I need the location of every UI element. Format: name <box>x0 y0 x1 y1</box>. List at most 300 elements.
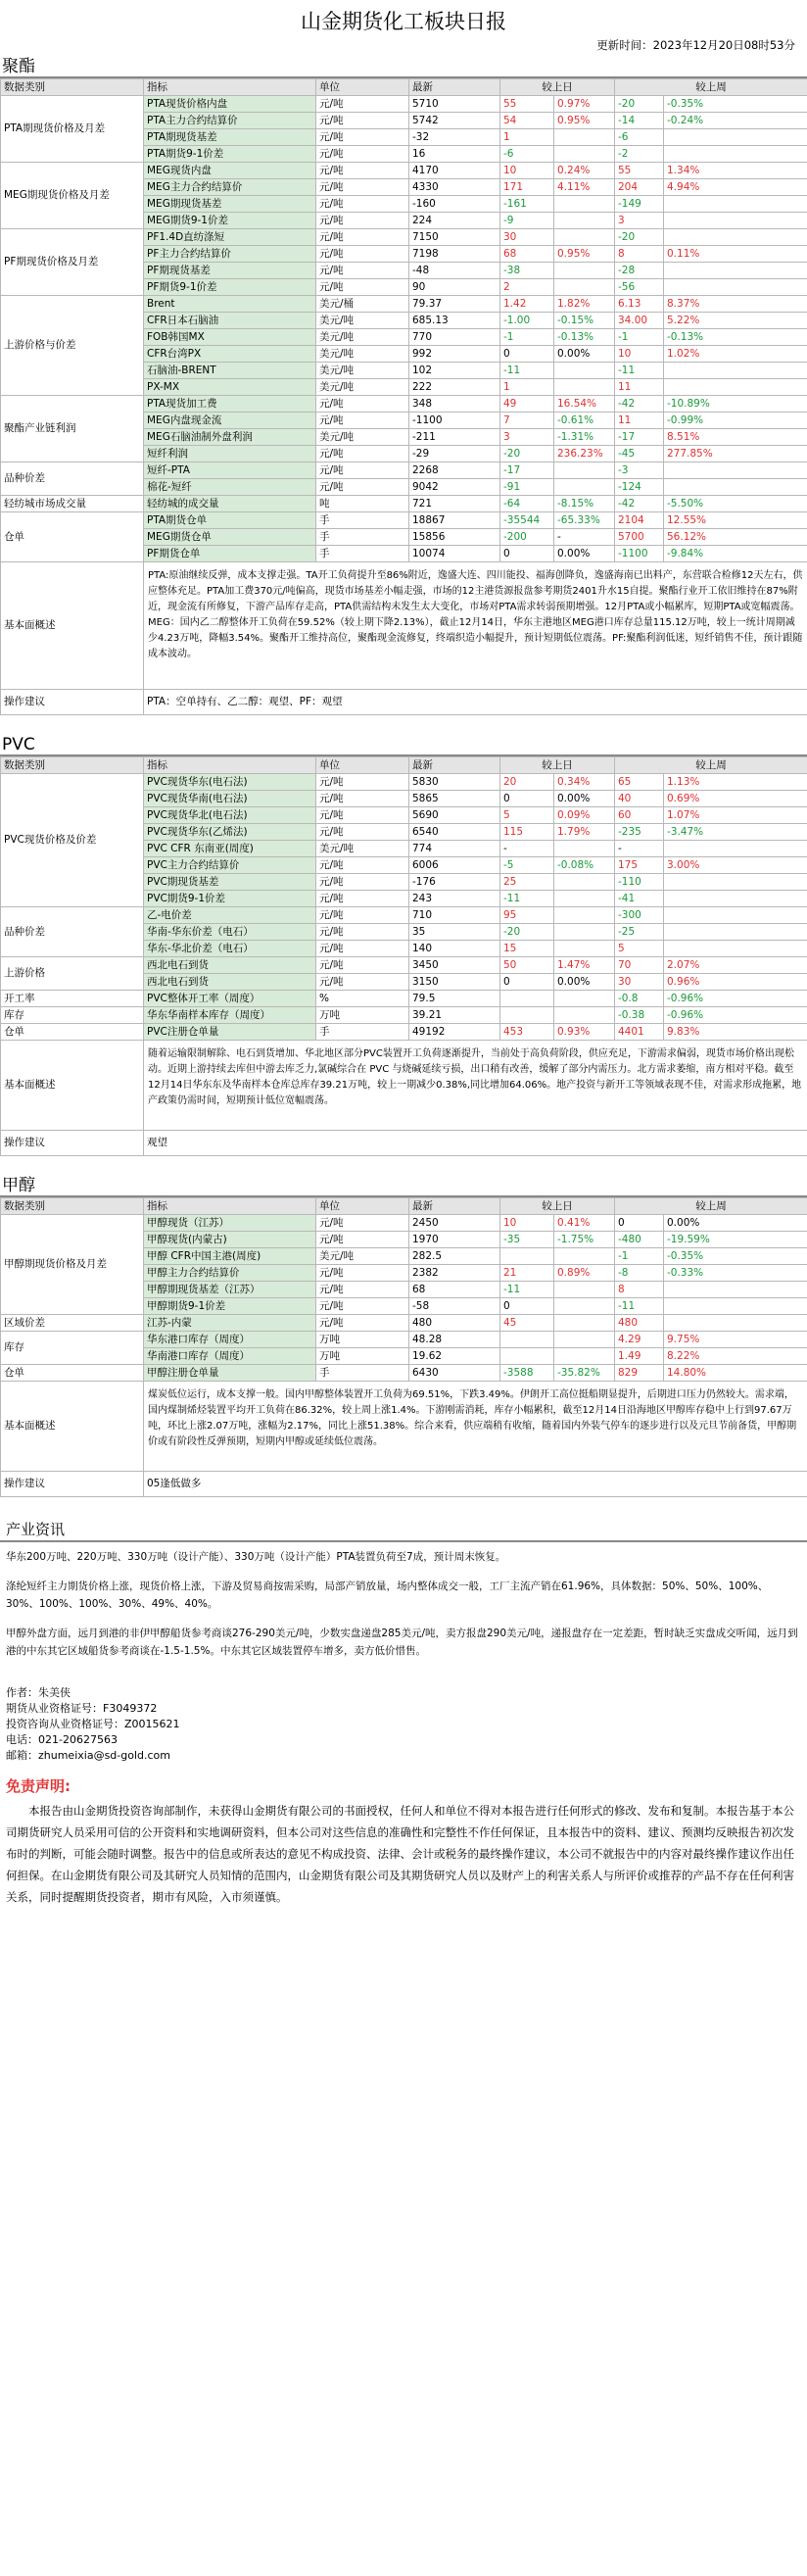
latest-value: 19.62 <box>409 1348 500 1365</box>
indicator-name: PF期货仓单 <box>144 546 316 562</box>
section-title: 聚酯 <box>0 55 807 78</box>
week-change-pct: 56.12% <box>664 529 807 546</box>
day-change-pct: 0.00% <box>554 791 615 807</box>
week-change: 5 <box>615 941 664 957</box>
day-change: -35 <box>500 1232 554 1248</box>
day-change-pct: 236.23% <box>554 446 615 462</box>
indicator-name: Brent <box>144 296 316 313</box>
sections-container <box>0 55 807 1515</box>
unit-cell: 万吨 <box>316 1348 409 1365</box>
header-vs-prev-day: 较上日 <box>500 757 615 774</box>
day-change: 7 <box>500 413 554 429</box>
day-change-pct: 0.97% <box>554 96 615 113</box>
indicator-name: 乙-电价差 <box>144 907 316 924</box>
header-unit: 单位 <box>316 757 409 774</box>
day-change: -91 <box>500 479 554 496</box>
week-change: -0.38 <box>615 1007 664 1024</box>
author-cert-advisory: 投资咨询从业资格证号：Z0015621 <box>6 1718 180 1730</box>
industry-info-title: 产业资讯 <box>0 1515 807 1542</box>
day-change-pct <box>554 363 615 379</box>
day-change: -38 <box>500 263 554 279</box>
unit-cell: 元/吨 <box>316 1315 409 1332</box>
unit-cell: 元/吨 <box>316 874 409 891</box>
week-change-pct: -10.89% <box>664 396 807 413</box>
day-change-pct <box>554 1332 615 1348</box>
latest-value: 79.37 <box>409 296 500 313</box>
table-row <box>1 296 807 313</box>
latest-value: 6006 <box>409 857 500 874</box>
latest-value: 2382 <box>409 1265 500 1282</box>
author-cert-futures: 期货从业资格证号：F3049372 <box>6 1702 158 1715</box>
unit-cell: 元/吨 <box>316 413 409 429</box>
latest-value: -58 <box>409 1298 500 1315</box>
day-change: 0 <box>500 1298 554 1315</box>
week-change-pct: 1.34% <box>664 163 807 179</box>
indicator-name: PVC CFR 东南亚(周度) <box>144 841 316 857</box>
unit-cell: 元/吨 <box>316 824 409 841</box>
day-change: 1 <box>500 379 554 396</box>
unit-cell: 元/吨 <box>316 791 409 807</box>
week-change-pct: 0.69% <box>664 791 807 807</box>
week-change-pct <box>664 907 807 924</box>
day-change <box>500 1248 554 1265</box>
week-change-pct: 8.22% <box>664 1348 807 1365</box>
week-change: 11 <box>615 379 664 396</box>
unit-cell: 元/吨 <box>316 462 409 479</box>
table-header-row <box>1 79 807 96</box>
table-row <box>1 774 807 791</box>
indicator-name: 甲醇现货（江苏） <box>144 1215 316 1232</box>
latest-value: 49192 <box>409 1024 500 1041</box>
week-change: 8 <box>615 1282 664 1298</box>
author-block <box>0 1672 807 1764</box>
row-category: 仓单 <box>1 1024 144 1041</box>
day-change <box>500 1007 554 1024</box>
latest-value: 140 <box>409 941 500 957</box>
unit-cell: 吨 <box>316 496 409 512</box>
day-change: 10 <box>500 1215 554 1232</box>
week-change: 480 <box>615 1315 664 1332</box>
day-change-pct <box>554 924 615 941</box>
header-unit: 单位 <box>316 1198 409 1215</box>
week-change: 70 <box>615 957 664 974</box>
day-change: 55 <box>500 96 554 113</box>
indicator-name: PVC主力合约结算价 <box>144 857 316 874</box>
industry-info-paragraph: 甲醇外盘方面，远月到港的非伊甲醇船货参考商谈276-290美元/吨，少数实盘递盘285美元/吨，卖方报盘290美元/吨，递报盘存在一定差距，暂时缺乏实盘成交听闻，远月到港的中东其它区域船货参考商谈在-1.5-1.5%。中东其它区域装置停车增多，卖方低价惜售。 <box>6 1628 798 1657</box>
week-change-pct <box>664 891 807 907</box>
row-category: 品种价差 <box>1 462 144 496</box>
latest-value: -211 <box>409 429 500 446</box>
header-category: 数据类别 <box>1 1198 144 1215</box>
day-change-pct <box>554 991 615 1007</box>
industry-info-paragraph: 华东200万吨、220万吨、330万吨（设计产能）、330万吨（设计产能）PTA装置负荷至7成，预计周末恢复。 <box>6 1551 506 1563</box>
summary-text: 随着运输限制解除、电石到货增加、华北地区部分PVC装置开工负荷逐渐提升，当前处于高负荷阶段，供应充足，下游需求偏弱，现货市场价格出现松动。近期上游持续去库但中游去库乏力,氯碱综合在 PVC 与烧碱延续亏损，出口稍有改善，缓解了部分内需压力。北方需求萎缩，南方相对平稳。截至12月14日华东东及华南样本仓库总库存39.21万吨，较上一期减少0.38%,同比增加64.06%。地产投资与新开工等领域表现不佳，对需求形成拖累，地产政策仍需时间，短期预计低位宽幅震荡。 <box>144 1041 807 1131</box>
week-change: -17 <box>615 429 664 446</box>
week-change-pct <box>664 263 807 279</box>
unit-cell: 元/吨 <box>316 941 409 957</box>
latest-value: 222 <box>409 379 500 396</box>
latest-value: 9042 <box>409 479 500 496</box>
indicator-name: MEG期货仓单 <box>144 529 316 546</box>
row-category: 库存 <box>1 1007 144 1024</box>
indicator-name: PTA期现货基差 <box>144 129 316 146</box>
table-row <box>1 1024 807 1041</box>
day-change-pct <box>554 841 615 857</box>
unit-cell: 元/吨 <box>316 129 409 146</box>
indicator-name: CFR日本石脑油 <box>144 313 316 329</box>
summary-row <box>1 562 807 690</box>
week-change-pct: 0.96% <box>664 974 807 991</box>
week-change: 1.49 <box>615 1348 664 1365</box>
indicator-name: 华东华南样本库存（周度） <box>144 1007 316 1024</box>
week-change: 175 <box>615 857 664 874</box>
week-change-pct: 5.22% <box>664 313 807 329</box>
latest-value: 35 <box>409 924 500 941</box>
indicator-name: 石脑油-BRENT <box>144 363 316 379</box>
week-change: - <box>615 841 664 857</box>
summary-text: PTA:原油继续反弹，成本支撑走强。TA开工负荷提升至86%附近，逸盛大连、四川能投、福海创降负，逸盛海南已出料产，东营联合检修12天左右，供应整体充足。PTA加工费370元/吨偏高，现货市场基差小幅走强，市场的12主港货源报盘参考期货2401升水15自提。聚酯行业开工依旧维持在87%附近，现金流有所修复，下游产品库存走高，PTA供需结构未发生太大变化，市场对PTA需求转弱预期增强。12月PTA或小幅累库，短期PTA或宽幅震荡。MEG：国内乙二醇整体开工负荷在59.52%（较上期下降2.13%），截止12月14日，华东主港地区MEG港口库存总量115.12万吨，较上一统计周期减少4.23万吨，降幅3.54%。聚酯开工维持高位，聚酯现金流修复，终端织造小幅提升，预计短期低位震荡。PF:聚酯利润低迷，短纤销售不佳，预计跟随成本波动。 <box>144 562 807 690</box>
indicator-name: MEG主力合约结算价 <box>144 179 316 196</box>
latest-value: 18867 <box>409 512 500 529</box>
data-table <box>0 78 807 715</box>
day-change-pct: -0.61% <box>554 413 615 429</box>
day-change-pct: 0.93% <box>554 1024 615 1041</box>
week-change: 4.29 <box>615 1332 664 1348</box>
day-change: -35544 <box>500 512 554 529</box>
day-change-pct: 0.89% <box>554 1265 615 1282</box>
unit-cell: % <box>316 991 409 1007</box>
data-table <box>0 1197 807 1497</box>
week-change-pct <box>664 1298 807 1315</box>
row-category: MEG期现货价格及月差 <box>1 163 144 229</box>
day-change-pct: 1.82% <box>554 296 615 313</box>
row-category: 库存 <box>1 1332 144 1365</box>
day-change-pct: 0.00% <box>554 974 615 991</box>
day-change-pct: 1.79% <box>554 824 615 841</box>
week-change-pct: -9.84% <box>664 546 807 562</box>
table-row <box>1 163 807 179</box>
author-email: 邮箱：zhumeixia@sd-gold.com <box>6 1749 170 1762</box>
unit-cell: 元/吨 <box>316 113 409 129</box>
week-change: -56 <box>615 279 664 296</box>
indicator-name: 甲醇期现货基差（江苏） <box>144 1282 316 1298</box>
header-category: 数据类别 <box>1 79 144 96</box>
week-change: -41 <box>615 891 664 907</box>
latest-value: 4330 <box>409 179 500 196</box>
week-change: 4401 <box>615 1024 664 1041</box>
latest-value: 770 <box>409 329 500 346</box>
day-change-pct <box>554 146 615 163</box>
row-category: 上游价格与价差 <box>1 296 144 396</box>
week-change: -1 <box>615 329 664 346</box>
row-category: 聚酯产业链利润 <box>1 396 144 462</box>
header-latest: 最新 <box>409 1198 500 1215</box>
day-change <box>500 1348 554 1365</box>
latest-value: -1100 <box>409 413 500 429</box>
week-change: -1100 <box>615 546 664 562</box>
week-change: -149 <box>615 196 664 213</box>
advice-text: 观望 <box>144 1131 807 1156</box>
day-change: -20 <box>500 924 554 941</box>
unit-cell: 元/吨 <box>316 924 409 941</box>
latest-value: 102 <box>409 363 500 379</box>
indicator-name: PVC现货华南(电石法) <box>144 791 316 807</box>
row-category: PF期现货价格及月差 <box>1 229 144 296</box>
unit-cell: 美元/吨 <box>316 379 409 396</box>
latest-value: -29 <box>409 446 500 462</box>
week-change: 829 <box>615 1365 664 1382</box>
week-change: -11 <box>615 1298 664 1315</box>
unit-cell: 元/吨 <box>316 246 409 263</box>
week-change-pct <box>664 146 807 163</box>
row-category: PTA期现货价格及月差 <box>1 96 144 163</box>
day-change: 25 <box>500 874 554 891</box>
week-change-pct <box>664 279 807 296</box>
week-change: 0 <box>615 1215 664 1232</box>
week-change-pct: -0.24% <box>664 113 807 129</box>
week-change-pct <box>664 841 807 857</box>
latest-value: 39.21 <box>409 1007 500 1024</box>
indicator-name: MEG期货9-1价差 <box>144 213 316 229</box>
week-change: 11 <box>615 413 664 429</box>
unit-cell: 手 <box>316 529 409 546</box>
week-change: 5700 <box>615 529 664 546</box>
week-change-pct: -19.59% <box>664 1232 807 1248</box>
week-change: 30 <box>615 974 664 991</box>
section-title: 甲醇 <box>0 1174 807 1197</box>
indicator-name: 甲醇现货(内蒙古) <box>144 1232 316 1248</box>
indicator-name: MEG现货内盘 <box>144 163 316 179</box>
row-category: 仓单 <box>1 1365 144 1382</box>
indicator-name: PX-MX <box>144 379 316 396</box>
week-change-pct: 9.75% <box>664 1332 807 1348</box>
unit-cell: 万吨 <box>316 1332 409 1348</box>
day-change: 1.42 <box>500 296 554 313</box>
header-indicator: 指标 <box>144 79 316 96</box>
day-change-pct <box>554 462 615 479</box>
latest-value: 5865 <box>409 791 500 807</box>
indicator-name: 华东-华北价差（电石） <box>144 941 316 957</box>
day-change: 2 <box>500 279 554 296</box>
latest-value: 79.5 <box>409 991 500 1007</box>
industry-info-paragraph: 涤纶短纤主力期货价格上涨，现货价格上涨，下游及贸易商按需采购，局部产销放量，场内整体成交一般，工厂主流产销在61.96%，具体数据：50%、50%、100%、30%、100%、100%、30%、49%、40%。 <box>6 1580 769 1610</box>
unit-cell: 美元/吨 <box>316 429 409 446</box>
latest-value: 348 <box>409 396 500 413</box>
week-change: -25 <box>615 924 664 941</box>
day-change-pct: 4.11% <box>554 179 615 196</box>
unit-cell: 美元/吨 <box>316 329 409 346</box>
day-change: 50 <box>500 957 554 974</box>
indicator-name: PVC现货华北(电石法) <box>144 807 316 824</box>
week-change-pct <box>664 1282 807 1298</box>
week-change: 34.00 <box>615 313 664 329</box>
table-row <box>1 991 807 1007</box>
day-change-pct: -0.15% <box>554 313 615 329</box>
unit-cell: 元/吨 <box>316 146 409 163</box>
day-change <box>500 1332 554 1348</box>
day-change-pct: 0.41% <box>554 1215 615 1232</box>
week-change-pct: -0.35% <box>664 1248 807 1265</box>
indicator-name: CFR台湾PX <box>144 346 316 363</box>
table-header-row <box>1 757 807 774</box>
week-change: -45 <box>615 446 664 462</box>
header-latest: 最新 <box>409 757 500 774</box>
day-change: -64 <box>500 496 554 512</box>
header-vs-prev-week: 较上周 <box>615 757 807 774</box>
week-change: -20 <box>615 96 664 113</box>
unit-cell: 元/吨 <box>316 974 409 991</box>
advice-text: 05逢低做多 <box>144 1472 807 1497</box>
table-row <box>1 1215 807 1232</box>
row-category: 品种价差 <box>1 907 144 957</box>
indicator-name: 短纤-PTA <box>144 462 316 479</box>
indicator-name: 西北电石到货 <box>144 974 316 991</box>
day-change: 30 <box>500 229 554 246</box>
day-change: 0 <box>500 346 554 363</box>
latest-value: 243 <box>409 891 500 907</box>
week-change-pct: 277.85% <box>664 446 807 462</box>
unit-cell: 手 <box>316 512 409 529</box>
day-change-pct <box>554 379 615 396</box>
unit-cell: 手 <box>316 546 409 562</box>
week-change-pct: 1.02% <box>664 346 807 363</box>
latest-value: 3450 <box>409 957 500 974</box>
week-change-pct <box>664 379 807 396</box>
unit-cell: 元/吨 <box>316 279 409 296</box>
day-change: 115 <box>500 824 554 841</box>
unit-cell: 元/吨 <box>316 179 409 196</box>
indicator-name: PVC现货华东(电石法) <box>144 774 316 791</box>
unit-cell: 美元/吨 <box>316 1248 409 1265</box>
latest-value: 2268 <box>409 462 500 479</box>
week-change-pct <box>664 196 807 213</box>
unit-cell: 元/吨 <box>316 396 409 413</box>
row-category: 区域价差 <box>1 1315 144 1332</box>
latest-value: 68 <box>409 1282 500 1298</box>
week-change: -42 <box>615 396 664 413</box>
day-change: 5 <box>500 807 554 824</box>
unit-cell: 元/吨 <box>316 213 409 229</box>
week-change: 204 <box>615 179 664 196</box>
indicator-name: 华南-华东价差（电石） <box>144 924 316 941</box>
indicator-name: 甲醇 CFR中国主港(周度) <box>144 1248 316 1265</box>
indicator-name: 轻纺城的成交量 <box>144 496 316 512</box>
week-change-pct <box>664 213 807 229</box>
latest-value: 48.28 <box>409 1332 500 1348</box>
day-change-pct: - <box>554 529 615 546</box>
unit-cell: 元/吨 <box>316 891 409 907</box>
day-change: -5 <box>500 857 554 874</box>
unit-cell: 元/吨 <box>316 957 409 974</box>
week-change: 3 <box>615 213 664 229</box>
unit-cell: 元/吨 <box>316 196 409 213</box>
summary-text: 煤炭低位运行，成本支撑一般。国内甲醇整体装置开工负荷为69.51%，下跌3.49%。伊朗开工高位挺船期显提升，后期进口压力仍然较大。需求端，国内煤制烯烃装置平均开工负荷在86.32%，较上周上涨1.4%。下游刚需消耗，库存小幅累积，截至12月14日沿海地区甲醇库存稳中上行到97.67万吨，环比上涨2.07万吨，涨幅为2.17%，同比上涨51.38%。综合来看，供应端稍有收缩，随着国内外装气停车的逐步进行以及元旦节前备货，甲醇期价或有阶段性反弹预期，短期内甲醇或延续低位震荡。 <box>144 1382 807 1472</box>
day-change: 453 <box>500 1024 554 1041</box>
latest-value: 5742 <box>409 113 500 129</box>
row-category: 开工率 <box>1 991 144 1007</box>
day-change-pct <box>554 1348 615 1365</box>
table-row <box>1 229 807 246</box>
week-change: -2 <box>615 146 664 163</box>
author-name: 作者：朱美侠 <box>6 1686 71 1699</box>
day-change-pct: 0.00% <box>554 346 615 363</box>
disclaimer-text: 本报告由山金期货投资咨询部制作，未获得山金期货有限公司的书面授权，任何人和单位不得对本报告进行任何形式的修改、发布和复制。本报告基于本公司期货研究人员采用可信的公开资料和实地调研资料，但本公司对这些信息的准确性和完整性不作任何保证，且本报告中的资料、建议、预测均反映报告初次发布时的判断，可能会随时调整。报告中的信息或所表达的意见不构成投资、法律、会计或税务的最终操作建议，本公司不就报告中的内容对最终操作建议作出任何担保。在山金期货有限公司及其研究人员知情的范围内，山金期货有限公司及其期货研究人员以及财产上的利害关系人与所评价或推荐的产品不存在任何利害关系，同时提醒期货投资者，期市有风险，入市须谨慎。 <box>6 1804 794 1904</box>
unit-cell: 元/吨 <box>316 774 409 791</box>
week-change: -124 <box>615 479 664 496</box>
indicator-name: 江苏-内蒙 <box>144 1315 316 1332</box>
indicator-name: PVC期现货基差 <box>144 874 316 891</box>
week-change-pct: 1.13% <box>664 774 807 791</box>
day-change-pct <box>554 1298 615 1315</box>
day-change-pct <box>554 874 615 891</box>
table-header-row <box>1 1198 807 1215</box>
indicator-name: PTA现货加工费 <box>144 396 316 413</box>
header-vs-prev-day: 较上日 <box>500 79 615 96</box>
latest-value: 3150 <box>409 974 500 991</box>
indicator-name: 甲醇注册仓单量 <box>144 1365 316 1382</box>
week-change: -480 <box>615 1232 664 1248</box>
day-change-pct: -35.82% <box>554 1365 615 1382</box>
indicator-name: PVC现货华东(乙烯法) <box>144 824 316 841</box>
week-change-pct: 8.51% <box>664 429 807 446</box>
header-indicator: 指标 <box>144 1198 316 1215</box>
week-change-pct <box>664 941 807 957</box>
latest-value: 5830 <box>409 774 500 791</box>
week-change: 8 <box>615 246 664 263</box>
day-change-pct: -65.33% <box>554 512 615 529</box>
header-unit: 单位 <box>316 79 409 96</box>
data-table <box>0 756 807 1156</box>
latest-value: 721 <box>409 496 500 512</box>
indicator-name: PTA现货价格内盘 <box>144 96 316 113</box>
week-change: 2104 <box>615 512 664 529</box>
week-change: 55 <box>615 163 664 179</box>
table-row <box>1 1007 807 1024</box>
header-indicator: 指标 <box>144 757 316 774</box>
latest-value: 6430 <box>409 1365 500 1382</box>
latest-value: -176 <box>409 874 500 891</box>
day-change-pct <box>554 213 615 229</box>
section-spacer <box>0 715 807 733</box>
latest-value: 685.13 <box>409 313 500 329</box>
week-change-pct: -3.47% <box>664 824 807 841</box>
latest-value: -160 <box>409 196 500 213</box>
day-change: 3 <box>500 429 554 446</box>
latest-value: 4170 <box>409 163 500 179</box>
week-change: -28 <box>615 263 664 279</box>
day-change-pct <box>554 229 615 246</box>
day-change-pct <box>554 907 615 924</box>
day-change: 95 <box>500 907 554 924</box>
week-change-pct <box>664 924 807 941</box>
week-change-pct: 2.07% <box>664 957 807 974</box>
week-change: -11 <box>615 363 664 379</box>
day-change: 0 <box>500 791 554 807</box>
week-change-pct: 3.00% <box>664 857 807 874</box>
unit-cell: 元/吨 <box>316 163 409 179</box>
week-change-pct: 0.11% <box>664 246 807 263</box>
latest-value: 7150 <box>409 229 500 246</box>
week-change: -3 <box>615 462 664 479</box>
unit-cell: 美元/桶 <box>316 296 409 313</box>
unit-cell: 元/吨 <box>316 1215 409 1232</box>
indicator-name: 华东港口库存（周度） <box>144 1332 316 1348</box>
week-change-pct: -0.35% <box>664 96 807 113</box>
day-change-pct <box>554 1282 615 1298</box>
advice-label: 操作建议 <box>1 1131 144 1156</box>
day-change: -11 <box>500 891 554 907</box>
week-change-pct: 1.07% <box>664 807 807 824</box>
